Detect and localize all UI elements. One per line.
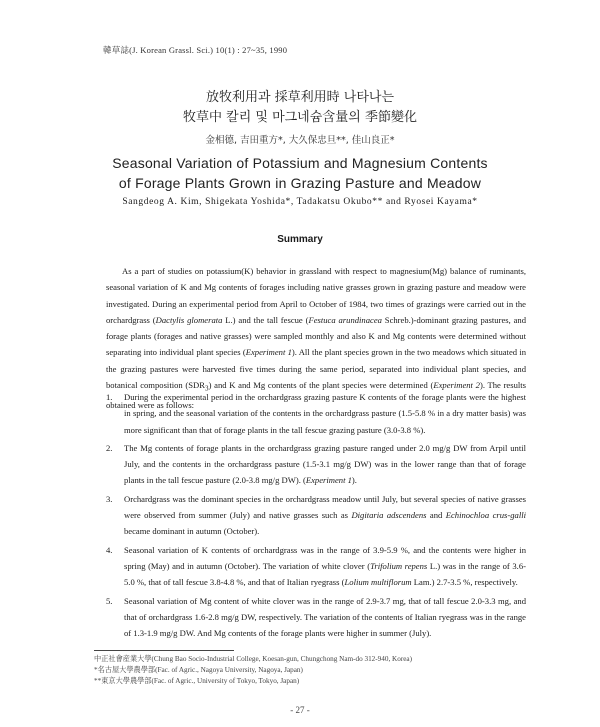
footnote-divider: [94, 650, 234, 651]
english-title-line-2: of Forage Plants Grown in Grazing Pasture and Meadow: [118, 175, 482, 191]
list-item: 3. Orchardgrass was the dominant species in the orchardgrass meadow until July, but several species of native grasses were observed from summer (July) and native grasses such as Digitaria adscendens and Echinochloa crus-galli became dominant in autumn (October).: [106, 493, 526, 537]
results-list: [106, 389, 526, 643]
footnote-3: **東京大學農學部(Fac. of Agric., University of Tokyo, Tokyo, Japan): [94, 677, 300, 685]
summary-heading: Summary: [277, 234, 323, 245]
footnote-2: *名古屋大學農學部(Fac. of Agric., Nagoya University, Nagoya, Japan): [94, 666, 303, 674]
english-authors: Sangdeog A. Kim, Shigekata Yoshida*, Tadakatsu Okubo** and Ryosei Kayama*: [122, 197, 478, 207]
footnote-1: 中正社會産業大學(Chung Bao Socio-Industrial College, Koesan-gun, Chungchong Nam-do 312-940, Korea): [94, 655, 412, 663]
korean-title-line-2: 牧草中 칼리 및 마그네슘含量의 季節變化: [183, 110, 417, 125]
list-item: 4. Seasonal variation of K contents of orchardgrass was in the range of 3.9-5.9 %, and the contents were higher in spring (May) and in autumn (October). The variation of white clover (Trifolium repens L.) was in the range of 3.6-5.0 %, that of tall fescue 3.8-4.8 %, and that of Italian ryegrass (Lolium multiflorum Lam.) 2.7-3.5 %, respectively.: [106, 544, 526, 588]
page-number: - 27 -: [290, 705, 310, 715]
korean-title-line-1: 放牧利用과 採草利用時 나타나는: [205, 90, 395, 105]
list-item: 2. The Mg contents of forage plants in the orchardgrass grazing pasture ranged under 2.0 mg/g DW from Arpil until July, and the contents in the orchardgrass pasture (1.5-3.1 mg/g DW) was in the lower range than that of forage plants in the tall fescue pasture (2.0-3.8 mg/g DW). (Experiment 1).: [106, 442, 526, 486]
journal-citation: 韓草誌(J. Korean Grassl. Sci.) 10(1) : 27~35, 1990: [103, 45, 288, 55]
summary-paragraph: As a part of studies on potassium(K) behavior in grassland with respect to magnesium(Mg) balance of ruminants, seasonal variation of K and Mg contents of forages including native grasses grown in grazing pasture and meadow were investigated. During an experimental period from April to October of 1984, two times of grazings were carried out in the orchardgrass (Dactylis glomerata L.) and the tall fescue (Festuca arundinacea Schreb.)-dominant grazing pastures, and forage plants (forages and native grasses) were sampled monthly and also K and Mg contents were determined without separating into individual plant species (Experiment 1). All the plant species grown in the two meadows which situated in the grazing pastures were harvested five times during the same period, separated into individual plant species, and botanical composition $(SDR_3)$ and K and Mg contents of the plant species were determined (Experiment 2). The results obtained were as follows:: [106, 266, 527, 411]
list-item: 1. During the experimental period in the orchardgrass grazing pasture K contents of the forage plants were the highest in spring, and the seasonal variation of the contents in the orchardgrass pasture (1.5-5.8 % in a dry matter basis) was more significant than that of forage plants in the tall fescue grazing pasture (3.0-3.8 %).: [106, 392, 526, 435]
english-title-line-1: Seasonal Variation of Potassium and Magnesium Contents: [112, 155, 488, 171]
korean-authors: 金相德, 吉田重方*, 大久保忠旦**, 佳山良正*: [205, 135, 395, 146]
list-item: 5. Seasonal variation of Mg content of white clover was in the range of 2.9-3.7 mg, that of tall fescue 2.0-3.3 mg, and that of orchardgrass 1.6-2.8 mg/g DW, respectively. The variation of the contents of Italian ryegrass was in the range of 1.3-1.9 mg/g DW. And Mg contents of the forage plants were higher in summer (July).: [106, 595, 526, 639]
